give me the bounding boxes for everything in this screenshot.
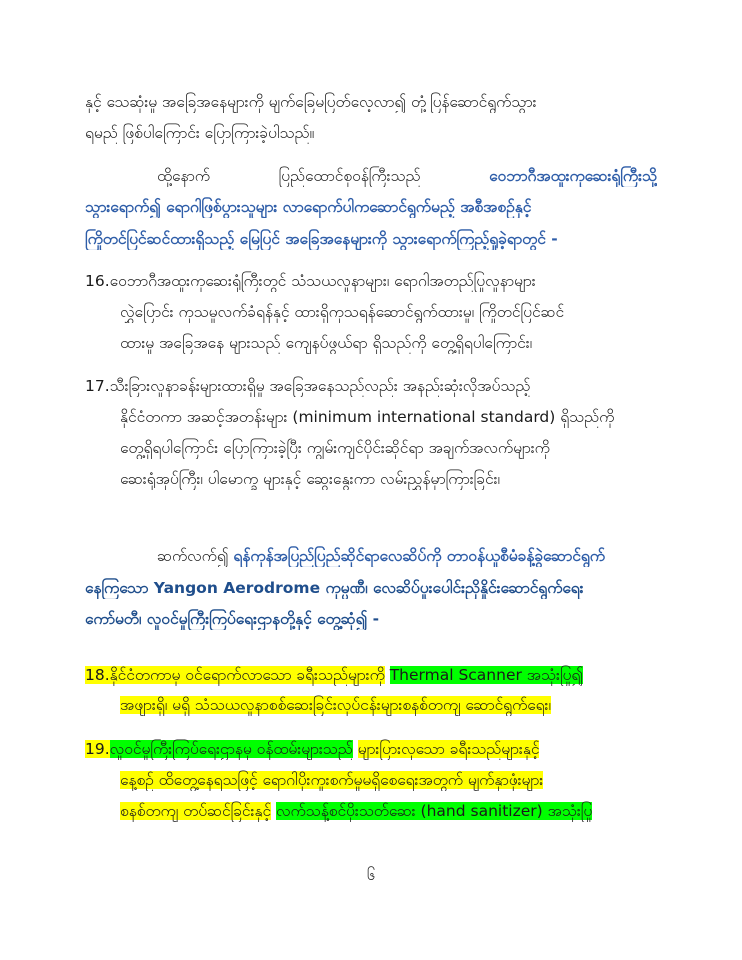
item19-text-1a: လူဝင်မှုကြီးကြပ်ရေးဌာနမှ ဝန်ထမ်းများသည် <box>109 740 353 758</box>
visit-text-1c: ဝေဘာဂီအထူးကုဆေးရုံကြီးသို့ <box>489 167 657 185</box>
item17-line-4 <box>120 468 657 490</box>
visit-text-2: သွားရောက်၍ ရောဂါဖြစ်ပွားသူများ လာရောက်ပါကဆောင်ရွက်မည့် အစီအစဉ်နှင့် <box>85 198 532 216</box>
visit-line-3 <box>85 228 657 250</box>
aerodrome-line-1 <box>157 545 657 567</box>
item19-text-2: နေ့စဉ် ထိတွေ့နေရသဖြင့် ရောဂါပိုးကူးစက်မှုမရှိစေရေးအတွက် မျက်နှာဖုံးများ <box>120 771 544 789</box>
item19-text-1b: များပြားလှသော ခရီးသည်များနှင့် <box>357 740 540 758</box>
intro-text-2: ရမည် ဖြစ်ပါကြောင်း ပြောကြားခဲ့ပါသည်။ <box>85 124 315 142</box>
aerodrome-text-1a: ဆက်လက်၍ <box>157 547 229 565</box>
item19-text-3b: လက်သန့်စင်ပိုးသတ်ဆေး (hand sanitizer) အသုံးပြု <box>276 802 593 820</box>
page-number: ၆ <box>366 866 376 884</box>
item19-line-3 <box>120 800 657 822</box>
item17-text-2: နိုင်ငံတကာ အဆင့်အတန်းများ (minimum international standard) ရှိသည်ကို <box>120 408 615 426</box>
item18-text-1a: နိုင်ငံတကာမှ ဝင်ရောက်လာသော ခရီးသည်များကို <box>109 666 385 684</box>
item18-text-2: အဖျားရှိ၊ မရှိ သံသယလူနာစစ်ဆေးခြင်းလုပ်ငန်းများစနစ်တကျ ဆောင်ရွက်ရေး၊ <box>120 696 551 714</box>
item16-line-2 <box>120 301 657 323</box>
aerodrome-line-3 <box>85 608 657 630</box>
item19-line-1 <box>85 738 657 760</box>
aerodrome-text-2: နေကြသော Yangon Aerodrome ကုမ္ပဏီ၊ လေဆိပ်ပူးပေါင်းညှိနှိုင်းဆောင်ရွက်ရေး <box>85 579 584 597</box>
intro-text-1: နှင့် သေဆုံးမှု အခြေအနေများကို မျက်ခြေမပြတ်လေ့လာ၍ တုံ့ပြန်ဆောင်ရွက်သွား <box>85 93 537 111</box>
item16-text-3: ထားမှု အခြေအနေ များသည် ကျေနပ်ဖွယ်ရာ ရှိသည်ကို တွေ့ရှိရပါကြောင်း၊ <box>120 334 533 352</box>
item17-line-2 <box>120 406 657 428</box>
item16-line-1 <box>85 270 657 292</box>
aerodrome-text-1b: ရန်ကုန်အပြည်ပြည်ဆိုင်ရာလေဆိပ်ကို တာဝန်ယူစီမံခန့်ခွဲဆောင်ရွက် <box>233 547 605 565</box>
item17-line-1 <box>85 375 657 397</box>
item17-number: 17. <box>85 377 110 395</box>
item19-number: 19. <box>85 740 110 758</box>
item17-text-1: သီးခြားလူနာခန်းများထားရှိမှု အခြေအနေသည်လည်း အနည်းဆုံးလိုအပ်သည့် <box>109 377 531 395</box>
intro-line-2 <box>85 122 657 144</box>
item18-text-1b: Thermal Scanner အသုံးပြု၍ <box>389 666 583 684</box>
visit-line-1 <box>157 165 657 187</box>
visit-line-2 <box>85 196 657 218</box>
visit-text-1b: ပြည်ထောင်စုဝန်ကြီးသည် <box>278 167 421 185</box>
item17-text-4: ဆေးရုံအုပ်ကြီး၊ ပါမောက္ခ များနှင့် ဆွေးနွေးကာ လမ်းညွှန်မှာကြားခြင်း၊ <box>120 470 500 488</box>
item16-line-3 <box>120 332 657 354</box>
item19-text-3a: စနစ်တကျ တပ်ဆင်ခြင်းနှင့် <box>120 802 272 820</box>
aerodrome-line-2 <box>85 577 657 599</box>
item16-text-2: လွှဲပြောင်း ကုသမှုလက်ခံရန်နှင့် ထားရှိကုသရန်ဆောင်ရွက်ထားမှု၊ ကြိုတင်ပြင်ဆင် <box>120 303 565 321</box>
item18-number: 18. <box>85 666 110 684</box>
item19-line-2 <box>120 769 657 791</box>
visit-text-1a: ထို့နောက် <box>157 167 210 185</box>
item17-text-3: တွေ့ရှိရပါကြောင်း ပြောကြားခဲ့ပြီး ကျွမ်းကျင်ပိုင်းဆိုင်ရာ အချက်အလက်များကို <box>120 439 550 457</box>
item16-number: 16. <box>85 272 110 290</box>
item18-line-2 <box>120 694 657 716</box>
item18-line-1 <box>85 664 657 686</box>
intro-line-1 <box>85 91 657 113</box>
item17-line-3 <box>120 437 657 459</box>
aerodrome-text-3: ကော်မတီ၊ လူဝင်မှုကြီးကြပ်ရေးဌာနတို့နှင့် တွေ့ဆုံ၍ - <box>85 610 380 628</box>
item16-text-1: ဝေဘာဂီအထူးကုဆေးရုံကြီးတွင် သံသယလူနာများ၊ ရောဂါအတည်ပြုလူနာများ <box>109 272 536 290</box>
visit-text-3: ကြိုတင်ပြင်ဆင်ထားရှိသည့် မြေပြင် အခြေအနေများကို သွားရောက်ကြည့်ရှုခဲ့ရာတွင် - <box>85 230 558 248</box>
